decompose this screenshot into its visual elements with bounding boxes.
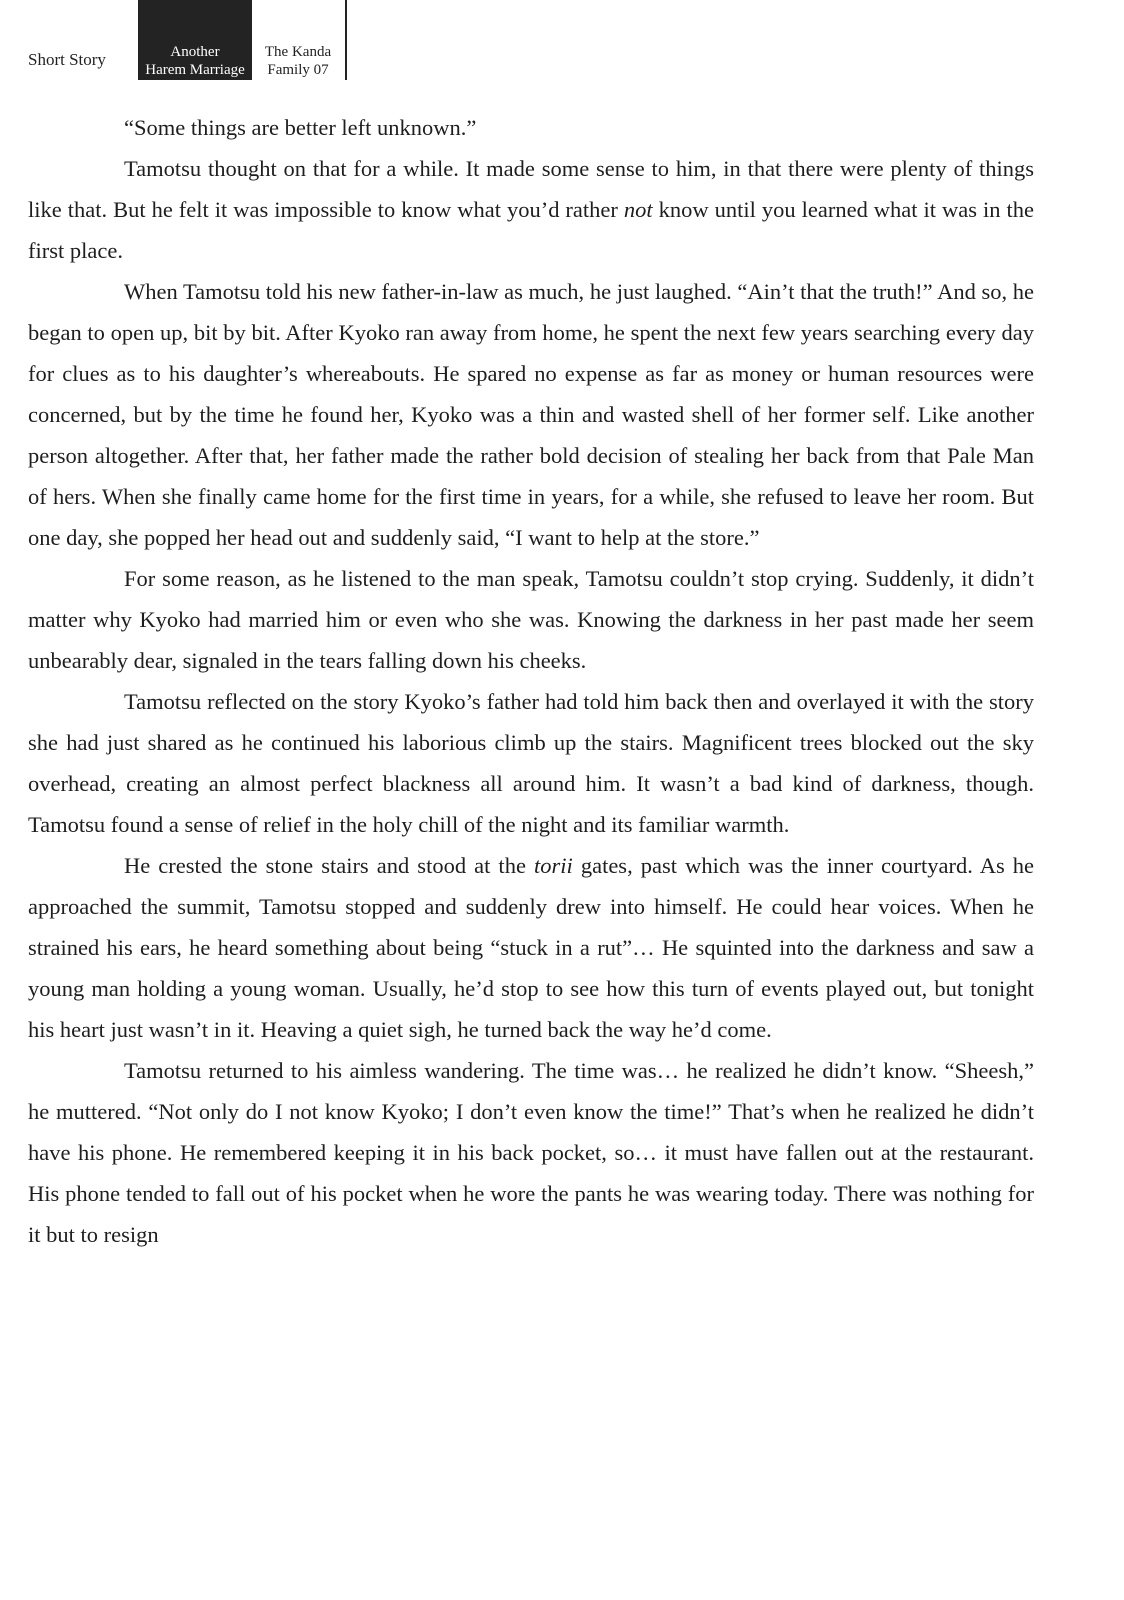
story-body (28, 107, 1034, 1255)
chapter-label-line-2: Family 07 (267, 62, 329, 78)
chapter-label-line-1: The Kanda (264, 44, 332, 60)
story-title-line-2: Harem Marriage (145, 62, 245, 78)
paragraph: When Tamotsu told his new father-in-law as much, he just laughed. “Ain’t that the truth!” And so, he began to open up, bit by bit. After Kyoko ran away from home, he spent the next few years searching every day for clues as to his daughter’s whereabouts. He spared no expense as far as money or human resources were concerned, but by the time he found her, Kyoko was a thin and wasted shell of her former self. Like another person altogether. After that, her father made the rather bold decision of stealing her back from that Pale Man of hers. When she finally came home for the first time in years, for a while, she refused to leave her room. But one day, she popped her head out and suddenly said, “I want to help at the store.” (28, 279, 1034, 550)
paragraph: Tamotsu reflected on the story Kyoko’s father had told him back then and overlayed it with the story she had just shared as he continued his laborious climb up the stairs. Magnificent trees blocked out the sky overhead, creating an almost perfect blackness all around him. It wasn’t a bad kind of darkness, though. Tamotsu found a sense of relief in the holy chill of the night and its familiar warmth. (28, 689, 1034, 837)
paragraph: “Some things are better left unknown.” (124, 115, 477, 140)
series-label: Short Story (28, 50, 106, 69)
story-title-line-1: Another (170, 44, 220, 60)
header-divider (345, 0, 347, 80)
paragraph: Tamotsu returned to his aimless wandering. The time was… he realized he didn’t know. “Sheesh,” he muttered. “Not only do I not know Kyoko; I don’t even know the time!” That’s when he realized he didn’t have his phone. He remembered keeping it in his back pocket, so… it must have fallen out at the restaurant. His phone tended to fall out of his pocket when he wore the pants he was wearing today. There was nothing for it but to resign (28, 1058, 1034, 1247)
chapter-label (259, 43, 337, 79)
story-title-block (138, 0, 252, 80)
paragraph: He crested the stone stairs and stood at the torii gates, past which was the inner courtyard. As he approached the summit, Tamotsu stopped and suddenly drew into himself. He could hear voices. When he strained his ears, he heard something about being “stuck in a rut”… He squinted into the darkness and saw a young man holding a young woman. Usually, he’d stop to see how this turn of events played out, but tonight his heart just wasn’t in it. Heaving a quiet sigh, he turned back the way he’d come. (28, 853, 1034, 1042)
paragraph: For some reason, as he listened to the man speak, Tamotsu couldn’t stop crying. Suddenly, it didn’t matter why Kyoko had married him or even who she was. Knowing the darkness in her past made her seem unbearably dear, signaled in the tears falling down his cheeks. (28, 566, 1034, 673)
paragraph: Tamotsu thought on that for a while. It made some sense to him, in that there were plenty of things like that. But he felt it was impossible to know what you’d rather not know until you learned what it was in the first place. (28, 156, 1034, 263)
page-header (0, 0, 1124, 90)
